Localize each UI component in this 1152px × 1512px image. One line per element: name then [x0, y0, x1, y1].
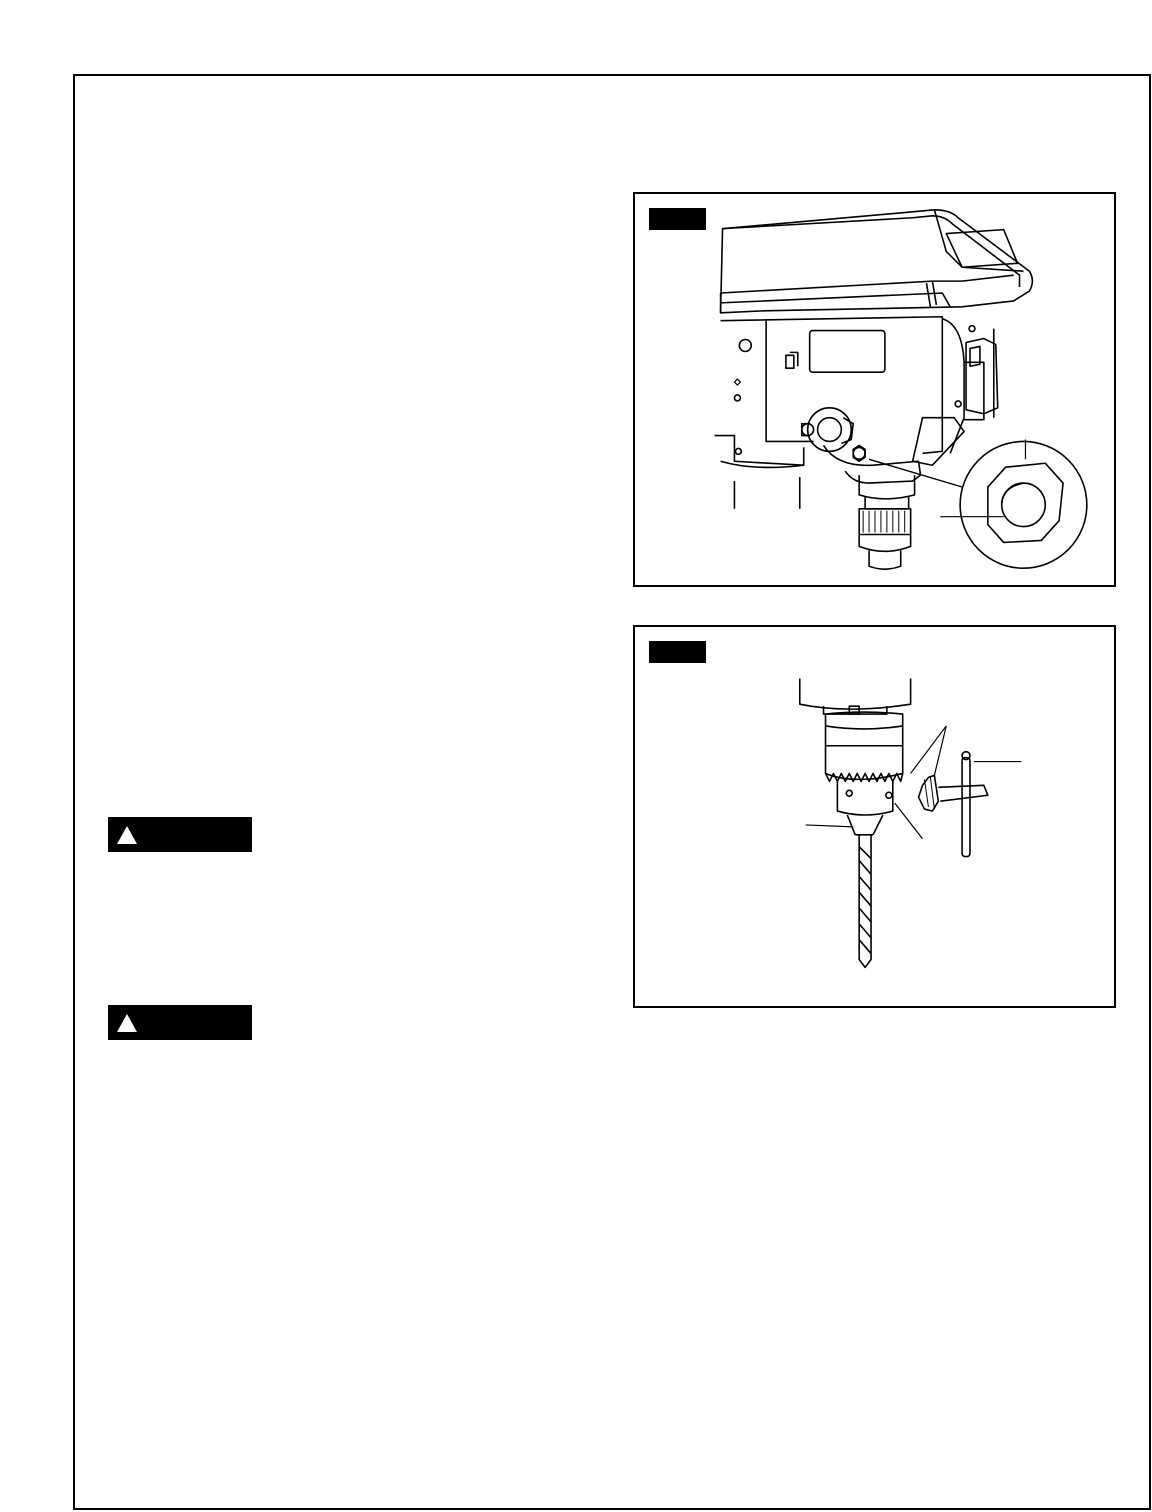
warning-banner	[108, 817, 252, 852]
figure-tag	[649, 641, 706, 663]
warning-triangle-icon	[116, 825, 138, 845]
warning-triangle-icon	[116, 1013, 138, 1033]
warning-banner	[108, 1005, 252, 1040]
figure-chuck-and-key	[633, 625, 1116, 1008]
figure-drill-press-head	[633, 192, 1116, 587]
drill-press-head-illustration	[635, 194, 1114, 585]
figure-tag	[649, 208, 706, 230]
chuck-and-key-illustration	[635, 627, 1114, 1006]
